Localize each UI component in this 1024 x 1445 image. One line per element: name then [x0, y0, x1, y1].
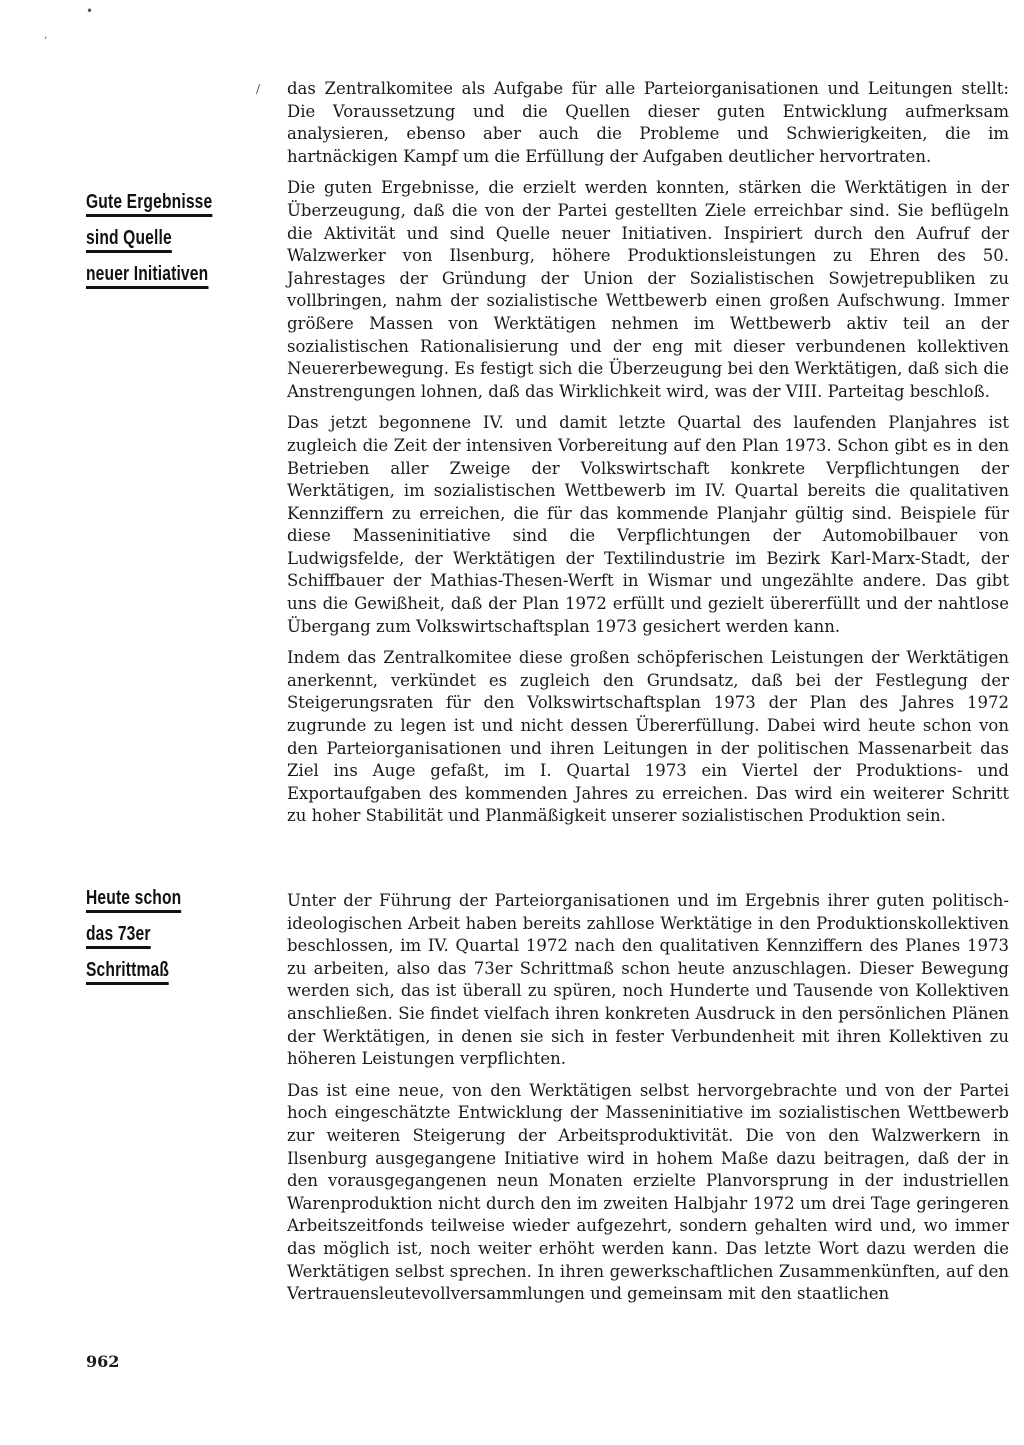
paragraph: das Zentralkomitee als Aufgabe für alle Parteiorganisationen und Leitungen stellt: Die Voraussetzung und die Quellen dieser guten Entwicklung aufmerksam analysieren, ebenso aber auch die Probleme und Schwierigkeiten, die im hartnäckigen Kampf um die Erfüllung der Aufgaben deutlicher hervortraten.: [287, 79, 1009, 166]
body-text-upper: [287, 78, 1009, 837]
side-heading-line: Schrittmaß: [86, 959, 169, 985]
side-heading-line: sind Quelle: [86, 227, 172, 253]
margin-dot-mark: •: [86, 4, 94, 18]
margin-slash-mark: /: [256, 82, 261, 96]
paragraph: Unter der Führung der Parteiorganisationen und im Ergebnis ihrer guten politisch-ideologischen Arbeit haben bereits zahllose Werktätige in den Produktionskollektiven beschlossen, im IV. Quartal 1972 nach den qualitativen Kennziffern des Planes 1973 zu arbeiten, also das 73er Schrittmaß schon heute anzuschlagen. Dieser Bewegung werden sich, das ist überall zu spüren, noch Hunderte und Tausende von Kollektiven anschließen. Sie findet vielfach ihren konkreten Ausdruck in den persönlichen Plänen der Werktätigen, in denen sie sich in fester Verbundenheit mit ihren Kollektiven zu höheren Leistungen verpflichten.: [287, 891, 1009, 1069]
paragraph: Indem das Zentralkomitee diese großen schöpferischen Leistungen der Werktätigen anerkennt, verkündet es zugleich den Grundsatz, daß bei der Festlegung der Steigerungsraten für den Volkswirtschaftsplan 1973 der Plan des Jahres 1972 zugrunde zu legen ist und nicht dessen Übererfüllung. Dabei wird heute schon von den Parteiorganisationen und ihren Leitungen in der politischen Massenarbeit das Ziel ins Auge gefaßt, im I. Quartal 1973 ein Viertel der Produktions- und Exportaufgaben des kommenden Jahres zu erreichen. Das wird ein weiterer Schritt zu hoher Stabilität und Planmäßigkeit unserer sozialistischen Produktion sein.: [287, 648, 1009, 826]
side-heading-gute-ergebnisse: [86, 184, 223, 292]
side-heading-line: das 73er: [86, 923, 151, 949]
paragraph: Das ist eine neue, von den Werktätigen selbst hervorgebrachte und von der Partei hoch eingeschätzte Entwicklung der Masseninitiative im sozialistischen Wettbewerb zur weiteren Steigerung der Arbeitsproduktivität. Die von den Walzwerkern in Ilsenburg ausgegangene Initiative wird in hohem Maße dazu beitragen, daß der in den vorausgegangenen neun Monaten erzielte Planvorsprung in der industriellen Warenproduktion nicht durch den im zweiten Halbjahr 1972 um drei Tage geringeren Arbeitszeitfonds teilweise wieder aufgezehrt, sondern gehalten wird und, wo immer das möglich ist, noch weiter erhöht werden kann. Das letzte Wort dazu werden die Werktätigen selbst sprechen. In ihren gewerkschaftlichen Zusammenkünften, auf den Vertrauensleutevollversammlungen und gemeinsam mit den staatlichen: [287, 1080, 1009, 1304]
side-heading-line: Gute Ergebnisse: [86, 191, 212, 217]
body-text-lower: [287, 890, 1009, 1315]
paragraph: Das jetzt begonnene IV. und damit letzte Quartal des laufenden Planjahres ist zugleich die Zeit der intensiven Vorbereitung auf den Plan 1973. Schon gibt es in den Betrieben aller Zweige der Volkswirtschaft konkrete Verpflichtungen der Werktätigen, im sozialistischen Wettbewerb im IV. Quartal bereits die qualitativen Kennziffern zu erreichen, die für das kommende Planjahr gültig sind. Beispiele für diese Masseninitiative sind die Verpflichtungen der Automobilbauer von Ludwigsfelde, der Werktätigen der Textilindustrie im Bezirk Karl-Marx-Stadt, der Schiffbauer der Mathias-Thesen-Werft in Wismar und ungezählte andere. Das gibt uns die Gewißheit, daß der Plan 1972 erfüllt und gezielt übererfüllt und der nahtlose Übergang zum Volkswirtschaftsplan 1973 gesichert werden kann.: [287, 413, 1009, 636]
page-number: 962: [86, 1352, 120, 1371]
side-heading-line: Heute schon: [86, 887, 181, 913]
margin-tick-mark: ’: [44, 36, 48, 47]
side-heading-line: neuer Initiativen: [86, 263, 208, 289]
paragraph: Die guten Ergebnisse, die erzielt werden konnten, stärken die Werktätigen in der Überzeugung, daß die von der Partei gestellten Ziele erreichbar sind. Sie beflügeln die Aktivität und sind Quelle neuer Initiativen. Inspiriert durch den Aufruf der Walzwerker von Ilsenburg, höhere Produktionsleistungen zu Ehren des 50. Jahrestages der Gründung der Union der Sozialistischen Sowjetrepubliken zu vollbringen, nahm der sozialistische Wettbewerb einen großen Aufschwung. Immer größere Massen von Werktätigen nehmen im Wettbewerb aktiv teil an der sozialistischen Rationalisierung und der eng mit dieser verbundenen kollektiven Neuererbewegung. Es festigt sich die Überzeugung bei den Werktätigen, daß sich die Anstrengungen lohnen, daß das Wirklichkeit wird, was der VIII. Parteitag beschloß.: [287, 178, 1009, 401]
side-heading-heute-schon: [86, 880, 223, 988]
